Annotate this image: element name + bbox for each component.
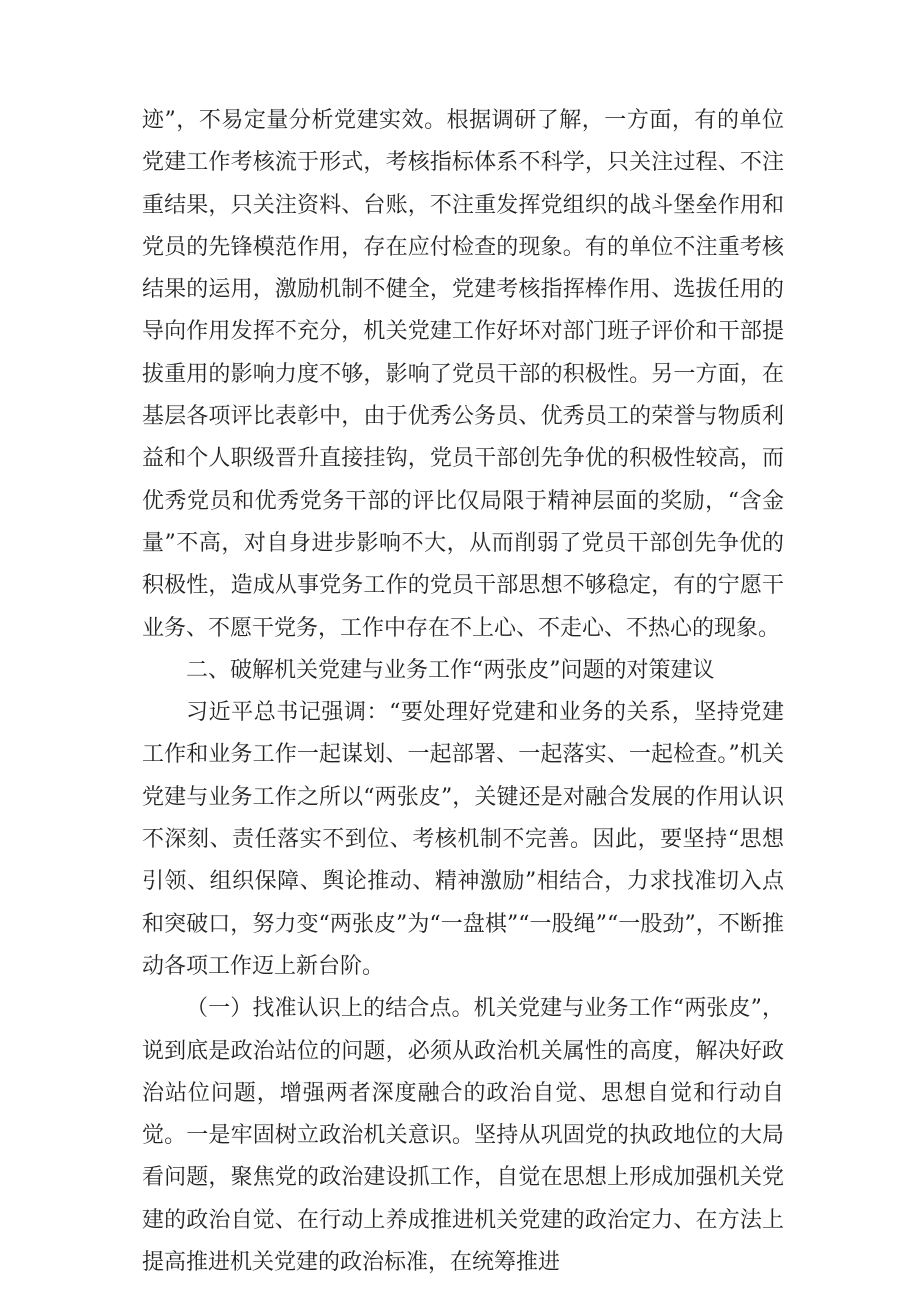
intro-paragraph: 习近平总书记强调：“要处理好党建和业务的关系，坚持党建工作和业务工作一起谋划、一起部署、一起落实、一起检查。”机关党建与业务工作之所以“两张皮”，关键还是对融合发展的作用认识不深刻、责任落实不到位、考核机制不完善。因此，要坚持“思想引领、组织保障、舆论推动、精神激励”相结合，力求找准切入点和突破口，努力变“两张皮”为“一盘棋”“一股绳”“一股劲”，不断推动各项工作迈上新台阶。 (142, 700, 784, 979)
document-body (142, 100, 784, 1284)
subsection-paragraph: （一）找准认识上的结合点。机关党建与业务工作“两张皮”，说到底是政治站位的问题，必须从政治机关属性的高度，解决好政治站位问题，增强两者深度融合的政治自觉、思想自觉和行动自觉。一是牢固树立政治机关意识。坚持从巩固党的执政地位的大局看问题，聚焦党的政治建设抓工作，自觉在思想上形成加强机关党建的政治自觉、在行动上养成推进机关党建的政治定力、在方法上提高推进机关党建的政治标准，在统筹推进 (142, 996, 784, 1276)
section-heading: 二、破解机关党建与业务工作“两张皮”问题的对策建议 (186, 657, 715, 683)
body-paragraph-continued: 迹”，不易定量分析党建实效。根据调研了解，一方面，有的单位党建工作考核流于形式，考核指标体系不科学，只关注过程、不注重结果，只关注资料、台账，不注重发挥党组织的战斗堡垒作用和党员的先锋模范作用，存在应付检查的现象。有的单位不注重考核结果的运用，激励机制不健全，党建考核指挥棒作用、选拔任用的导向作用发挥不充分，机关党建工作好坏对部门班子评价和干部提拔重用的影响力度不够，影响了党员干部的积极性。另一方面，在基层各项评比表彰中，由于优秀公务员、优秀员工的荣誉与物质利益和个人职级晋升直接挂钩，党员干部创先争优的积极性较高，而优秀党员和优秀党务干部的评比仅局限于精神层面的奖励，“含金量”不高，对自身进步影响不大，从而削弱了党员干部创先争优的积极性，造成从事党务工作的党员干部思想不够稳定，有的宁愿干业务、不愿干党务，工作中存在不上心、不走心、不热心的现象。 (142, 108, 784, 641)
